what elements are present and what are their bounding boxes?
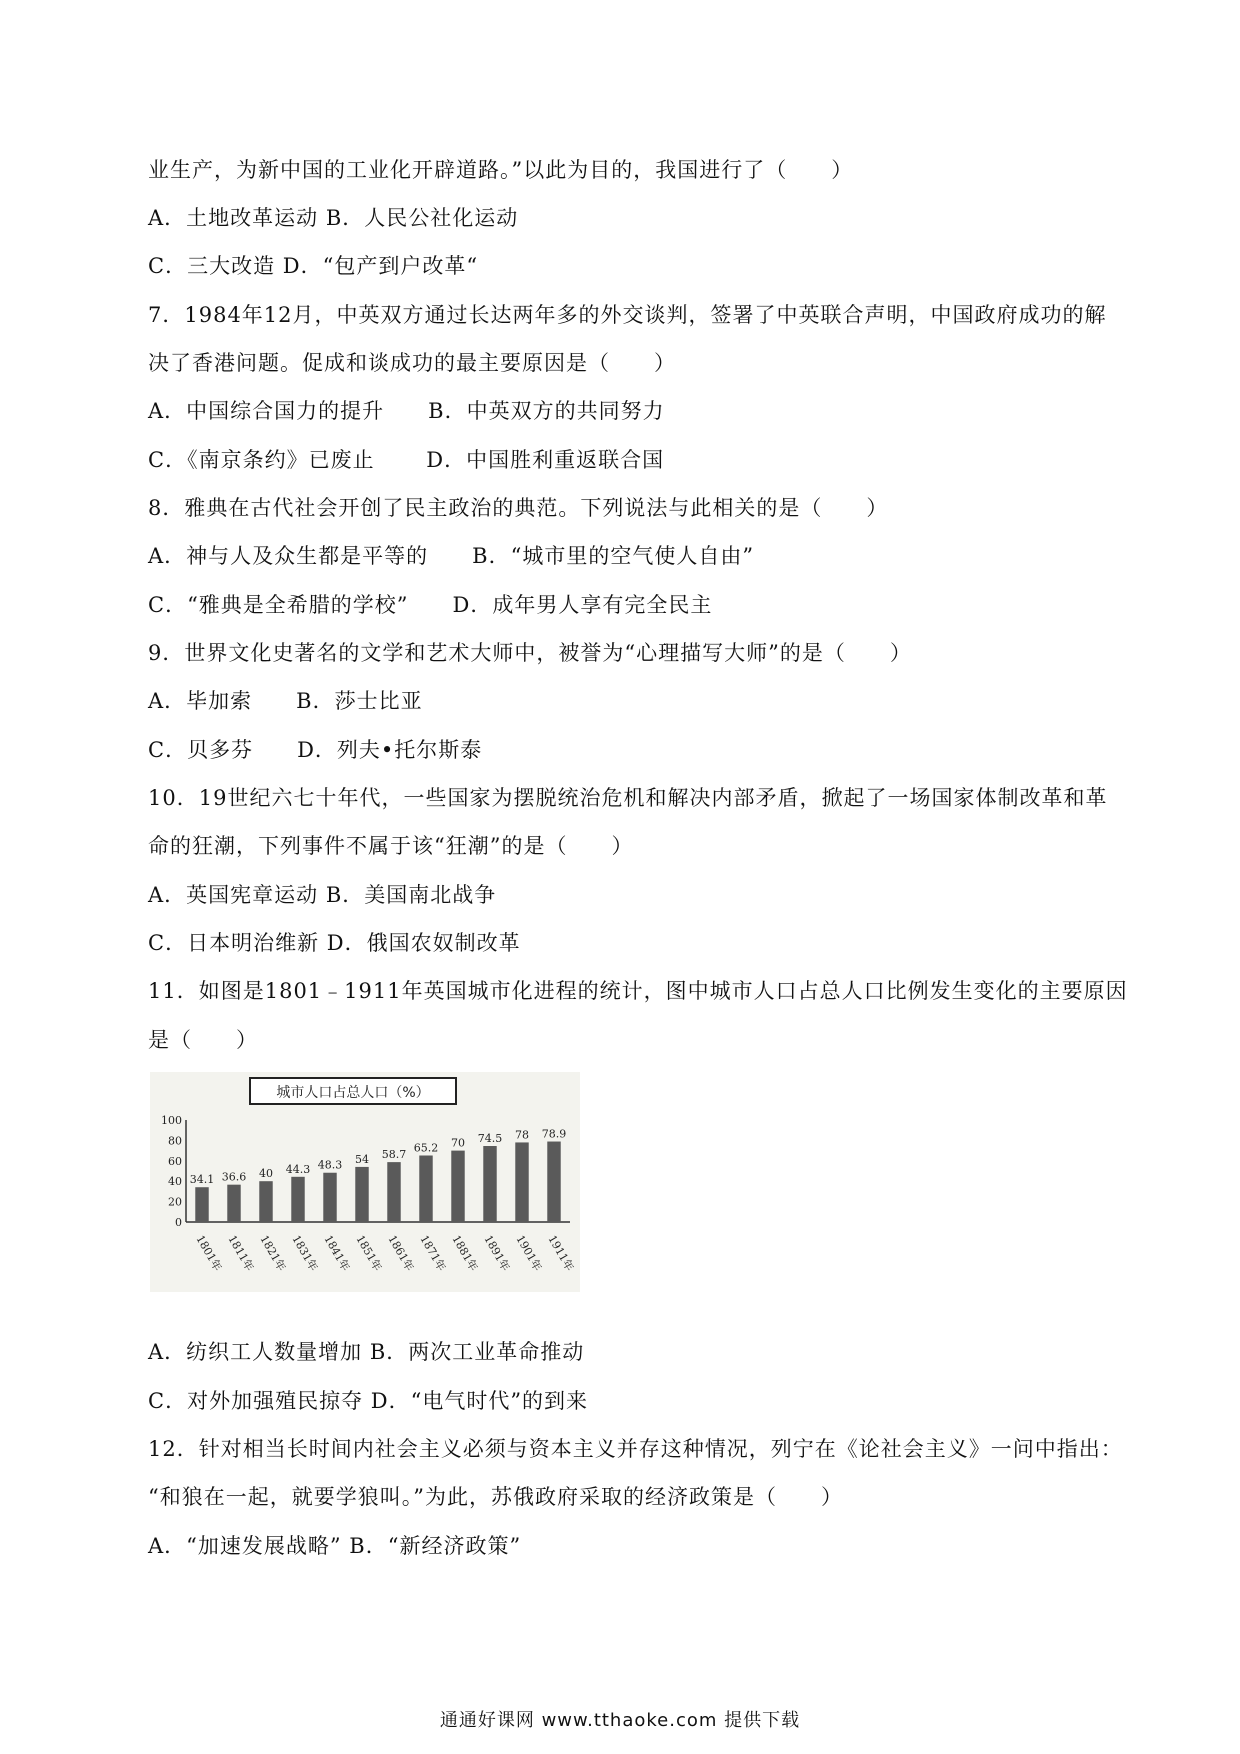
bar-1841年	[323, 1173, 336, 1222]
bar-1901年	[515, 1142, 528, 1222]
bar-1891年	[483, 1146, 496, 1222]
bar-value-label: 65.2	[413, 1141, 439, 1155]
option-line: A．“加速发展战略” B．“新经济政策”	[148, 1534, 522, 1558]
x-tick-label: 1891年	[481, 1233, 513, 1274]
x-tick-label: 1811年	[225, 1233, 257, 1274]
option-line: A．神与人及众生都是平等的 B．“城市里的空气使人自由”	[148, 544, 755, 568]
bar-1861年	[387, 1162, 400, 1222]
y-tick-label: 20	[168, 1195, 182, 1209]
option-line: A．中国综合国力的提升 B．中英双方的共同努力	[148, 399, 665, 423]
bar-value-label: 70	[451, 1136, 465, 1150]
question-11-line-2: 是（ ）	[148, 1028, 258, 1052]
x-tick-label: 1911年	[545, 1233, 577, 1274]
option-line: C．日本明治维新 D．俄国农奴制改革	[148, 931, 521, 955]
option-line: C．“雅典是全希腊的学校” D．成年男人享有完全民主	[148, 593, 713, 617]
question-12-line-2: “和狼在一起，就要学狼叫。”为此，苏俄政府采取的经济政策是（ ）	[148, 1485, 843, 1509]
option-line: A．土地改革运动 B．人民公社化运动	[148, 206, 519, 230]
x-tick-label: 1881年	[449, 1233, 481, 1274]
question-8: 8．雅典在古代社会开创了民主政治的典范。下列说法与此相关的是（ ）	[148, 496, 889, 520]
bar-1881年	[451, 1151, 464, 1222]
bar-value-label: 78.9	[541, 1127, 567, 1141]
question-9: 9．世界文化史著名的文学和艺术大师中，被誉为“心理描写大师”的是（ ）	[148, 641, 912, 665]
bar-1851年	[355, 1167, 368, 1222]
question-10-line-1: 10．19世纪六七十年代，一些国家为摆脱统治危机和解决内部矛盾，掀起了一场国家体制改革和革	[148, 786, 1108, 810]
bar-value-label: 58.7	[381, 1148, 407, 1162]
bar-value-label: 54	[355, 1152, 369, 1166]
bar-value-label: 40	[259, 1167, 273, 1181]
option-line: C．贝多芬 D．列夫•托尔斯泰	[148, 738, 483, 762]
question-7-line-2: 决了香港问题。促成和谈成功的最主要原因是（ ）	[148, 351, 676, 375]
x-tick-label: 1851年	[353, 1233, 385, 1274]
option-line: A．纺织工人数量增加 B．两次工业革命推动	[148, 1340, 585, 1364]
question-10-line-2: 命的狂潮，下列事件不属于该“狂潮”的是（ ）	[148, 834, 634, 858]
option-line: C．三大改造 D．“包产到户改革“	[148, 254, 479, 278]
option-line: A．毕加索 B．莎士比亚	[148, 689, 423, 713]
urbanization-bar-chart	[150, 1072, 580, 1292]
x-tick-label: 1871年	[417, 1233, 449, 1274]
option-line: C．《南京条约》已废止 D．中国胜利重返联合国	[148, 448, 665, 472]
bar-1871年	[419, 1155, 432, 1222]
x-tick-label: 1901年	[513, 1233, 545, 1274]
bar-value-label: 44.3	[285, 1162, 311, 1176]
text-line: 业生产，为新中国的工业化开辟道路。”以此为目的，我国进行了（ ）	[148, 158, 854, 182]
bar-value-label: 78	[515, 1128, 529, 1142]
y-tick-label: 60	[168, 1154, 182, 1168]
y-tick-label: 80	[168, 1134, 182, 1148]
option-line: C．对外加强殖民掠夺 D．“电气时代”的到来	[148, 1389, 589, 1413]
x-tick-label: 1821年	[257, 1233, 289, 1274]
bars	[190, 1128, 567, 1222]
bar-value-label: 34.1	[189, 1173, 215, 1187]
bar-1811年	[227, 1185, 240, 1222]
x-labels	[193, 1233, 577, 1274]
question-12-line-1: 12．针对相当长时间内社会主义必须与资本主义并存这种情况，列宁在《论社会主义》一问中指出：	[148, 1437, 1123, 1461]
bar-1801年	[195, 1187, 208, 1222]
x-tick-label: 1801年	[193, 1233, 225, 1274]
x-tick-label: 1841年	[321, 1233, 353, 1274]
chart-title: 城市人口占总人口（%）	[276, 1085, 430, 1101]
x-tick-label: 1831年	[289, 1233, 321, 1274]
x-tick-label: 1861年	[385, 1233, 417, 1274]
bar-1831年	[291, 1177, 304, 1222]
bar-value-label: 48.3	[317, 1158, 343, 1172]
y-tick-label: 40	[168, 1175, 182, 1189]
question-7-line-1: 7．1984年12月，中英双方通过长达两年多的外交谈判，签署了中英联合声明，中国政府成功的解	[148, 303, 1107, 327]
question-11-line-1: 11．如图是1801﹣1911年英国城市化进程的统计，图中城市人口占总人口比例发生变化的主要原因	[148, 979, 1128, 1003]
bar-1821年	[259, 1181, 272, 1222]
bar-1911年	[547, 1142, 560, 1222]
option-line: A．英国宪章运动 B．美国南北战争	[148, 883, 497, 907]
y-tick-label: 100	[161, 1114, 182, 1127]
bar-value-label: 74.5	[477, 1132, 503, 1146]
bar-value-label: 36.6	[221, 1170, 247, 1184]
y-tick-label: 0	[175, 1216, 182, 1229]
footer-source: 通通好课网 www.tthaoke.com 提供下载	[439, 1710, 801, 1731]
chart-svg	[150, 1072, 580, 1292]
